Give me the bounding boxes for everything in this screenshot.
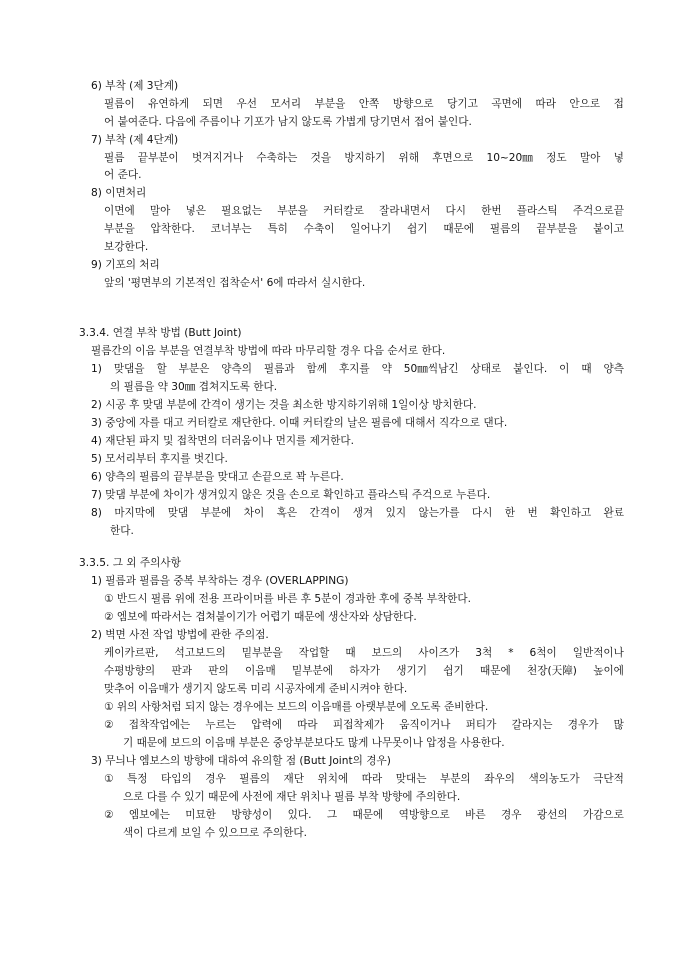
butt-item-1-line-1: 1) 맞댐을 할 부분은 양측의 필름과 함께 후지를 약 50㎜씩남긴 상태로 붙인다. 이 때 양측 <box>91 363 624 375</box>
item-6-line-2: 어 붙여준다. 다음에 주름이나 기포가 남지 않도록 가볍게 당기면서 접어 붙인다. <box>104 116 472 128</box>
section-3-3-4-intro: 필름간의 이음 부분을 연결부착 방법에 따라 마무리할 경우 다음 순서로 한다. <box>91 345 446 357</box>
note-2-a: ① 위의 사항처럼 되지 않는 경우에는 보드의 이음매를 아랫부분에 오도록 준비한다. <box>104 701 489 713</box>
note-2-para-line-3: 맞추어 이음매가 생기지 않도록 미리 시공자에게 준비시켜야 한다. <box>104 683 408 695</box>
butt-item-7: 7) 맞댐 부분에 차이가 생겨있지 않은 것을 손으로 확인하고 플라스틱 주걱으로 누른다. <box>91 489 491 501</box>
item-9-line-1: 앞의 '평면부의 기본적인 접착순서' 6에 따라서 실시한다. <box>104 277 366 289</box>
item-6-line-1: 필름이 유연하게 되면 우선 모서리 부분을 안쪽 방향으로 당기고 곡면에 따라 안으로 접 <box>104 98 624 110</box>
section-3-3-5-heading: 3.3.5. 그 외 주의사항 <box>79 557 181 569</box>
item-7-line-1: 필름 끝부분이 벗겨지거나 수축하는 것을 방지하기 위해 후면으로 10~20㎜ 정도 말아 넣 <box>104 152 624 164</box>
note-2-title: 2) 벽면 사전 작업 방법에 관한 주의점. <box>91 629 269 641</box>
note-3-b-line-1: ② 엠보에는 미묘한 방향성이 있다. 그 때문에 역방향으로 바른 경우 광선의 가감으로 <box>104 809 624 821</box>
item-8-line-3: 보강한다. <box>104 241 149 253</box>
note-1-b: ② 엠보에 따라서는 겹쳐붙이기가 어렵기 때문에 생산자와 상담한다. <box>104 611 417 623</box>
item-7-line-2: 어 준다. <box>104 169 142 181</box>
butt-item-6: 6) 양측의 필름의 끝부분을 맞대고 손끝으로 꽉 누른다. <box>91 471 344 483</box>
note-3-b-line-2: 색이 다르게 보일 수 있으므로 주의한다. <box>123 827 307 839</box>
butt-item-3: 3) 중앙에 자를 대고 커터칼로 재단한다. 이때 커터칼의 날은 필름에 대해서 직각으로 댄다. <box>91 417 508 429</box>
item-8-line-1: 이면에 말아 넣은 필요없는 부분을 커터칼로 잘라내면서 다시 한번 플라스틱 주걱으로끝 <box>104 205 624 217</box>
item-8-line-2: 부분을 압착한다. 코너부는 특히 수축이 일어나기 쉽기 때문에 필름의 끝부분을 붙이고 <box>104 223 624 235</box>
note-3-a-line-1: ① 특정 타입의 경우 필름의 재단 위치에 따라 맞대는 부분의 좌우의 색의농도가 극단적 <box>104 773 624 785</box>
item-7-title: 7) 부착 (제 4단계) <box>91 134 179 146</box>
butt-item-5: 5) 모서리부터 후지를 벗긴다. <box>91 453 228 465</box>
butt-item-1-line-2: 의 필름을 약 30㎜ 겹쳐지도록 한다. <box>110 381 278 393</box>
note-2-para-line-2: 수평방향의 판과 판의 이음매 밑부분에 하자가 생기기 쉽기 때문에 천장(天障) 높이에 <box>104 665 624 677</box>
note-2-para-line-1: 케이카르판, 석고보드의 밑부분을 작업할 때 보드의 사이즈가 3척 * 6척이 일반적이나 <box>104 647 624 659</box>
item-6-title: 6) 부착 (제 3단계) <box>91 80 179 92</box>
note-3-a-line-2: 으로 다를 수 있기 때문에 사전에 재단 위치나 필름 부착 방향에 주의한다. <box>123 791 461 803</box>
item-9-title: 9) 기포의 처리 <box>91 259 160 271</box>
note-3-title: 3) 무늬나 엠보스의 방향에 대하여 유의할 점 (Butt Joint의 경우) <box>91 755 391 767</box>
note-2-b-line-2: 기 때문에 보드의 이음매 부분은 중앙부분보다도 많게 나무못이나 압정을 사용한다. <box>123 737 505 749</box>
butt-item-8-line-2: 한다. <box>110 525 134 537</box>
item-8-title: 8) 이면처리 <box>91 187 147 199</box>
butt-item-2: 2) 시공 후 맞댐 부분에 간격이 생기는 것을 최소한 방지하기위해 1일이상 방치한다. <box>91 399 477 411</box>
butt-item-4: 4) 재단된 파지 및 접착면의 더러움이나 먼지를 제거한다. <box>91 435 354 447</box>
butt-item-8-line-1: 8) 마지막에 맞댐 부분에 차이 혹은 간격이 생겨 있지 않는가를 다시 한 번 확인하고 완료 <box>91 507 624 519</box>
note-1-a: ① 반드시 필름 위에 전용 프라이머를 바른 후 5분이 경과한 후에 중복 부착한다. <box>104 593 472 605</box>
note-1-title: 1) 필름과 필름을 중복 부착하는 경우 (OVERLAPPING) <box>91 575 349 587</box>
section-3-3-4-heading: 3.3.4. 연결 부착 방법 (Butt Joint) <box>79 327 242 339</box>
note-2-b-line-1: ② 접착작업에는 누르는 압력에 따라 피접착제가 움직이거나 퍼티가 갈라지는 경우가 많 <box>104 719 624 731</box>
